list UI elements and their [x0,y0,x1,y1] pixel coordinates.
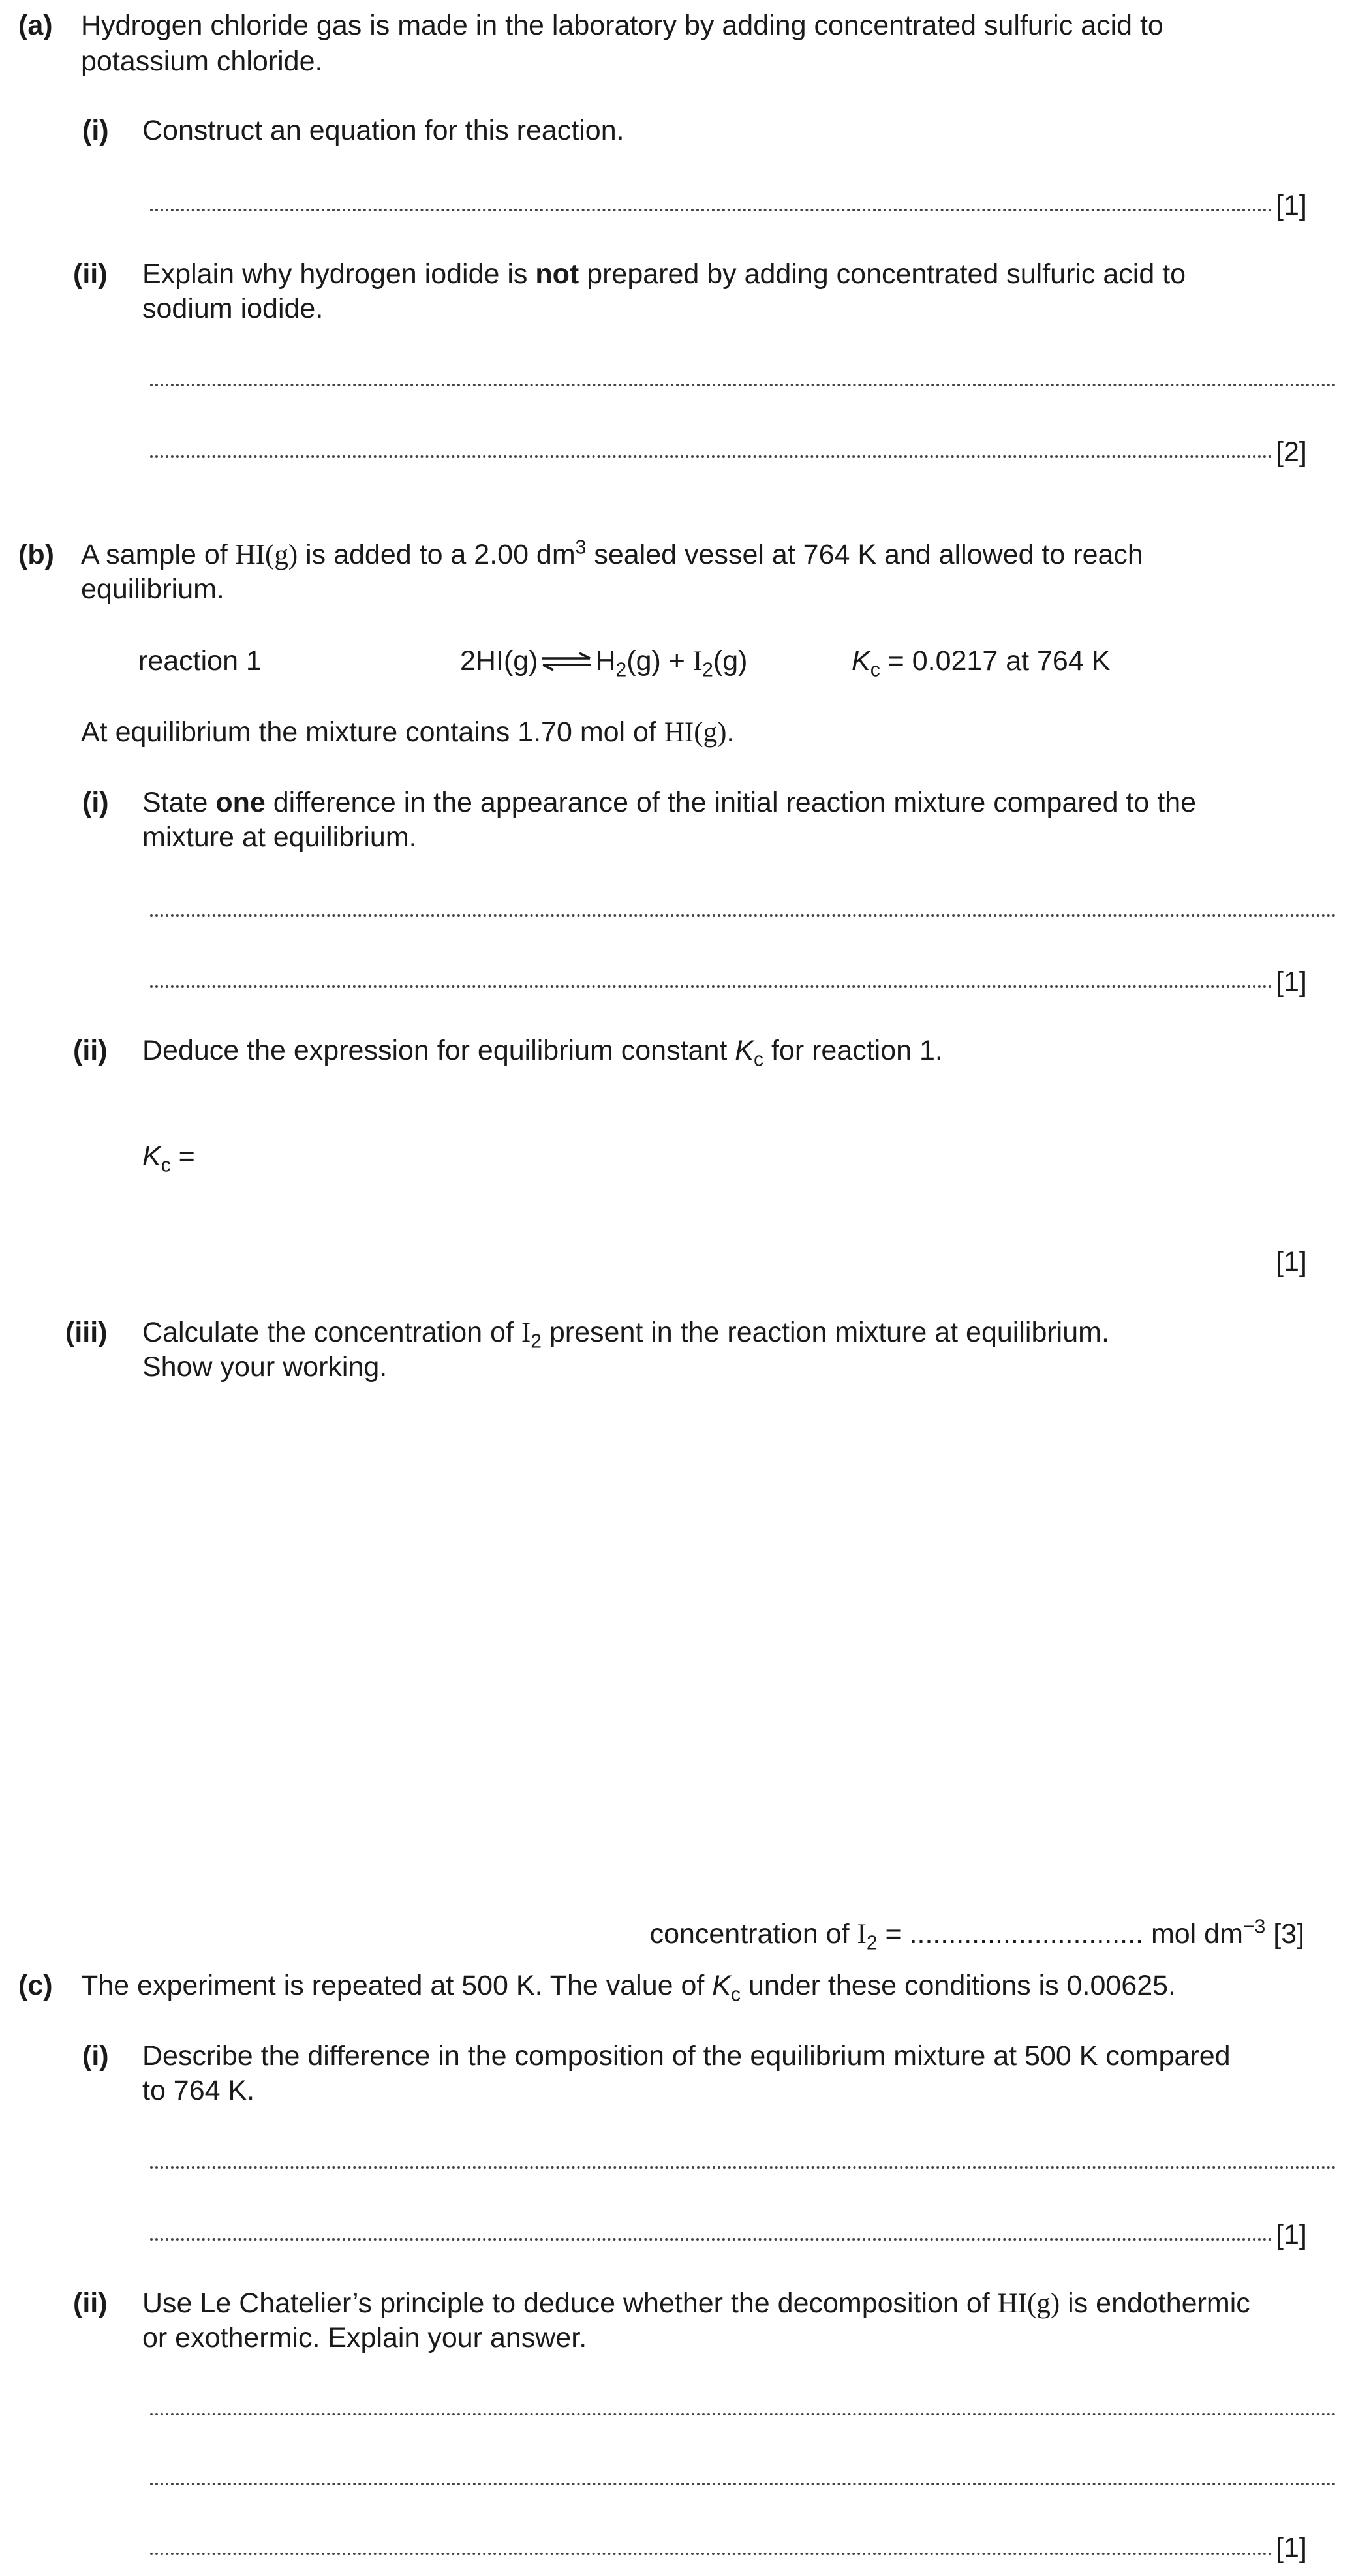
part-b-i-question-line1 [142,785,1336,821]
b-intro-pre: A sample of [81,539,236,570]
part-b-i-label: (i) [82,787,109,818]
marks-b-ii: [1] [1276,1246,1307,1278]
b-ii-c: c [753,1049,764,1071]
answer-line-c-ii-3[interactable] [150,2553,1272,2555]
answer-line-a-ii-2[interactable] [150,455,1272,458]
answer-line-c-ii-1[interactable] [150,2413,1336,2415]
eq-h-post: (g) + [626,645,693,677]
b-intro-post: sealed vessel at 764 K and allowed to reach [586,539,1143,570]
b-i-bold: one [215,787,266,818]
concentration-answer-line[interactable] [650,1916,1304,1952]
kc-value: = 0.0217 at 764 K [880,645,1111,677]
part-b-ii-question [142,1033,943,1069]
conc-unit: mol dm [1143,1918,1243,1950]
part-c-ii-question-line2: or exothermic. Explain your answer. [142,2322,587,2354]
part-c-ii-label: (ii) [73,2288,108,2319]
b-iii-post: present in the reaction mixture at equilibrium. [541,1317,1109,1348]
b-iii-i: I [521,1317,531,1348]
conc-i-sub: 2 [866,1932,878,1954]
b-intro-sup: 3 [575,536,587,559]
part-a-ii-label: (ii) [73,258,108,290]
answer-line-a-ii-1[interactable] [150,384,1336,386]
kc-expr-c: c [161,1154,171,1176]
eq-h-sub: 2 [615,659,627,681]
c-ii-post: is endothermic [1060,2288,1250,2319]
b-stmt-pre: At equilibrium the mixture contains 1.70 mol of [81,716,664,748]
part-a-intro-line1: Hydrogen chloride gas is made in the laboratory by adding concentrated sulfuric acid to [81,10,1163,41]
reaction-name: reaction 1 [138,645,262,677]
b-intro-hi: HI(g) [235,540,298,570]
c-k: K [712,1970,731,2001]
b-stmt-post: . [726,716,735,748]
part-b-iii-question-line2: Show your working. [142,1351,388,1383]
eq-i-post: (g) [713,645,748,677]
equilibrium-arrow-icon [540,645,593,681]
part-a-ii-question-line1 [142,256,1336,292]
part-a-i-label: (i) [82,115,109,146]
eq-h: H [595,645,616,677]
c-c: c [730,1984,741,2006]
conc-unit-sup: −3 [1242,1916,1266,1938]
part-c-i-label: (i) [82,2040,109,2072]
c-ii-pre: Use Le Chatelier’s principle to deduce whether the decomposition of [142,2288,998,2319]
marks-b-iii: [3] [1273,1918,1304,1950]
answer-line-b-i-2[interactable] [150,985,1272,988]
b-ii-post: for reaction 1. [763,1035,943,1066]
part-a-label: (a) [18,10,53,41]
part-b-i-question-line2: mixture at equilibrium. [142,821,417,853]
reaction-equation [460,643,747,681]
a-ii-pre: Explain why hydrogen iodide is [142,258,536,290]
b-intro-mid: is added to a 2.00 dm [298,539,576,570]
b-stmt-hi: HI(g) [664,717,727,748]
part-b-iii-label: (iii) [65,1317,108,1348]
marks-b-i: [1] [1276,966,1307,998]
b-ii-pre: Deduce the expression for equilibrium constant [142,1035,735,1066]
part-b-iii-question-line1 [142,1315,1109,1351]
b-ii-k: K [735,1035,754,1066]
part-a-i-question: Construct an equation for this reaction. [142,115,624,146]
eq-i: I [692,646,703,677]
c-intro-pre: The experiment is repeated at 500 K. The value of [81,1970,713,2001]
a-ii-bold: not [535,258,579,290]
eq-left: 2HI(g) [460,645,538,677]
kc-c: c [870,659,880,681]
answer-line-c-i-2[interactable] [150,2238,1272,2241]
b-i-post: difference in the appearance of the initial reaction mixture compared to the [265,787,1197,818]
c-intro-post: under these conditions is 0.00625. [741,1970,1176,2001]
kc-expression-field[interactable] [142,1139,195,1174]
part-a-ii-question-line2: sodium iodide. [142,293,324,324]
conc-dots: .............................. [909,1918,1143,1950]
answer-line-a-i[interactable] [150,209,1272,211]
marks-c-ii: [1] [1276,2532,1307,2564]
a-ii-post: prepared by adding concentrated sulfuric acid to [579,258,1186,290]
part-c-label: (c) [18,1970,53,2001]
part-b-intro-line1 [81,537,1336,573]
part-a-intro-line2: potassium chloride. [81,46,323,77]
conc-eq: = [877,1918,910,1950]
marks-a-ii: [2] [1276,437,1307,468]
c-ii-hi: HI(g) [997,2288,1060,2319]
eq-i-sub: 2 [702,659,713,681]
part-c-i-question-line2: to 764 K. [142,2075,255,2106]
b-iii-pre: Calculate the concentration of [142,1317,521,1348]
part-c-intro [81,1968,1176,2004]
answer-line-b-i-1[interactable] [150,914,1336,917]
part-b-intro-line2: equilibrium. [81,574,224,605]
marks-a-i: [1] [1276,190,1307,221]
part-c-i-question-line1: Describe the difference in the composition of the equilibrium mixture at 500 K compared [142,2040,1231,2072]
part-b-statement [81,714,734,750]
b-iii-i-sub: 2 [531,1330,542,1353]
answer-line-c-ii-2[interactable] [150,2483,1336,2485]
b-i-pre: State [142,787,216,818]
kc-k: K [852,645,870,677]
part-b-ii-label: (ii) [73,1035,108,1066]
marks-c-i: [1] [1276,2219,1307,2250]
kc-expr-eq: = [170,1141,195,1172]
kc-764 [852,643,1110,679]
conc-i: I [857,1919,867,1950]
part-b-label: (b) [18,539,54,570]
part-c-ii-question-line1 [142,2286,1336,2322]
kc-expr-k: K [142,1141,161,1172]
conc-pre: concentration of [649,1918,857,1950]
answer-line-c-i-1[interactable] [150,2166,1336,2169]
